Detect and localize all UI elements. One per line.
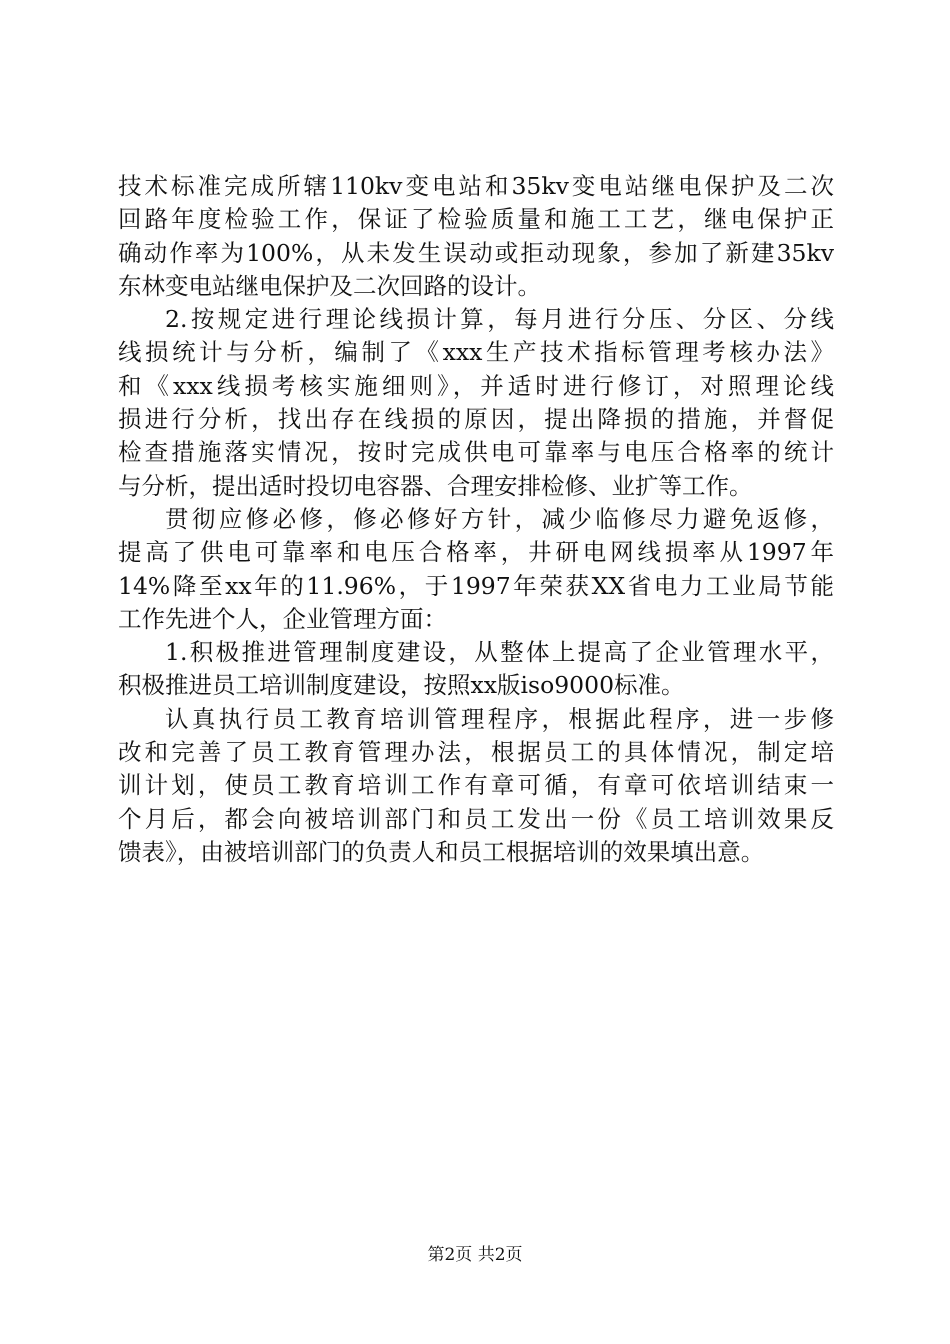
text-line: 积极推进员工培训制度建设，按照xx版iso9000标准。: [118, 671, 685, 700]
document-body: [118, 170, 834, 869]
text-line: 改和完善了员工教育管理办法，根据员工的具体情况，制定培: [118, 738, 834, 767]
text-line: 回路年度检验工作，保证了检验质量和施工工艺，继电保护正: [118, 205, 834, 234]
text-line: 认真执行员工教育培训管理程序，根据此程序，进一步修: [165, 704, 834, 733]
page-number-footer: 第2页 共2页: [427, 1245, 523, 1265]
text-line: 馈表》，由被培训部门的负责人和员工根据培训的效果填出意。: [118, 837, 765, 866]
text-line: 14%降至xx年的11.96%，于1997年荣获XX省电力工业局节能: [118, 571, 834, 600]
text-line: 线损统计与分析，编制了《xxx生产技术指标管理考核办法》: [118, 338, 834, 367]
text-line: 1.积极推进管理制度建设，从整体上提高了企业管理水平，: [165, 638, 834, 667]
text-line: 确动作率为100%，从未发生误动或拒动现象，参加了新建35kv: [118, 238, 834, 267]
text-line: 技术标准完成所辖110kv变电站和35kv变电站继电保护及二次: [118, 172, 834, 200]
text-line: 个月后，都会向被培训部门和员工发出一份《员工培训效果反: [118, 804, 834, 833]
text-line: 和《xxx线损考核实施细则》，并适时进行修订，对照理论线: [118, 371, 834, 400]
text-line: 工作先进个人，企业管理方面：: [118, 604, 447, 633]
text-line: 训计划，使员工教育培训工作有章可循，有章可依培训结束一: [118, 771, 834, 800]
text-line: 东林变电站继电保护及二次回路的设计。: [118, 271, 541, 300]
text-line: 检查措施落实情况，按时完成供电可靠率与电压合格率的统计: [118, 438, 834, 467]
text-line: 贯彻应修必修，修必修好方针，减少临修尽力避免返修，: [165, 504, 834, 533]
text-line: 损进行分析，找出存在线损的原因，提出降损的措施，并督促: [118, 405, 834, 434]
text-line: 提高了供电可靠率和电压合格率，井研电网线损率从1997年: [118, 538, 834, 567]
text-line: 与分析，提出适时投切电容器、合理安排检修、业扩等工作。: [118, 471, 753, 500]
text-line: 2.按规定进行理论线损计算，每月进行分压、分区、分线: [165, 305, 834, 334]
